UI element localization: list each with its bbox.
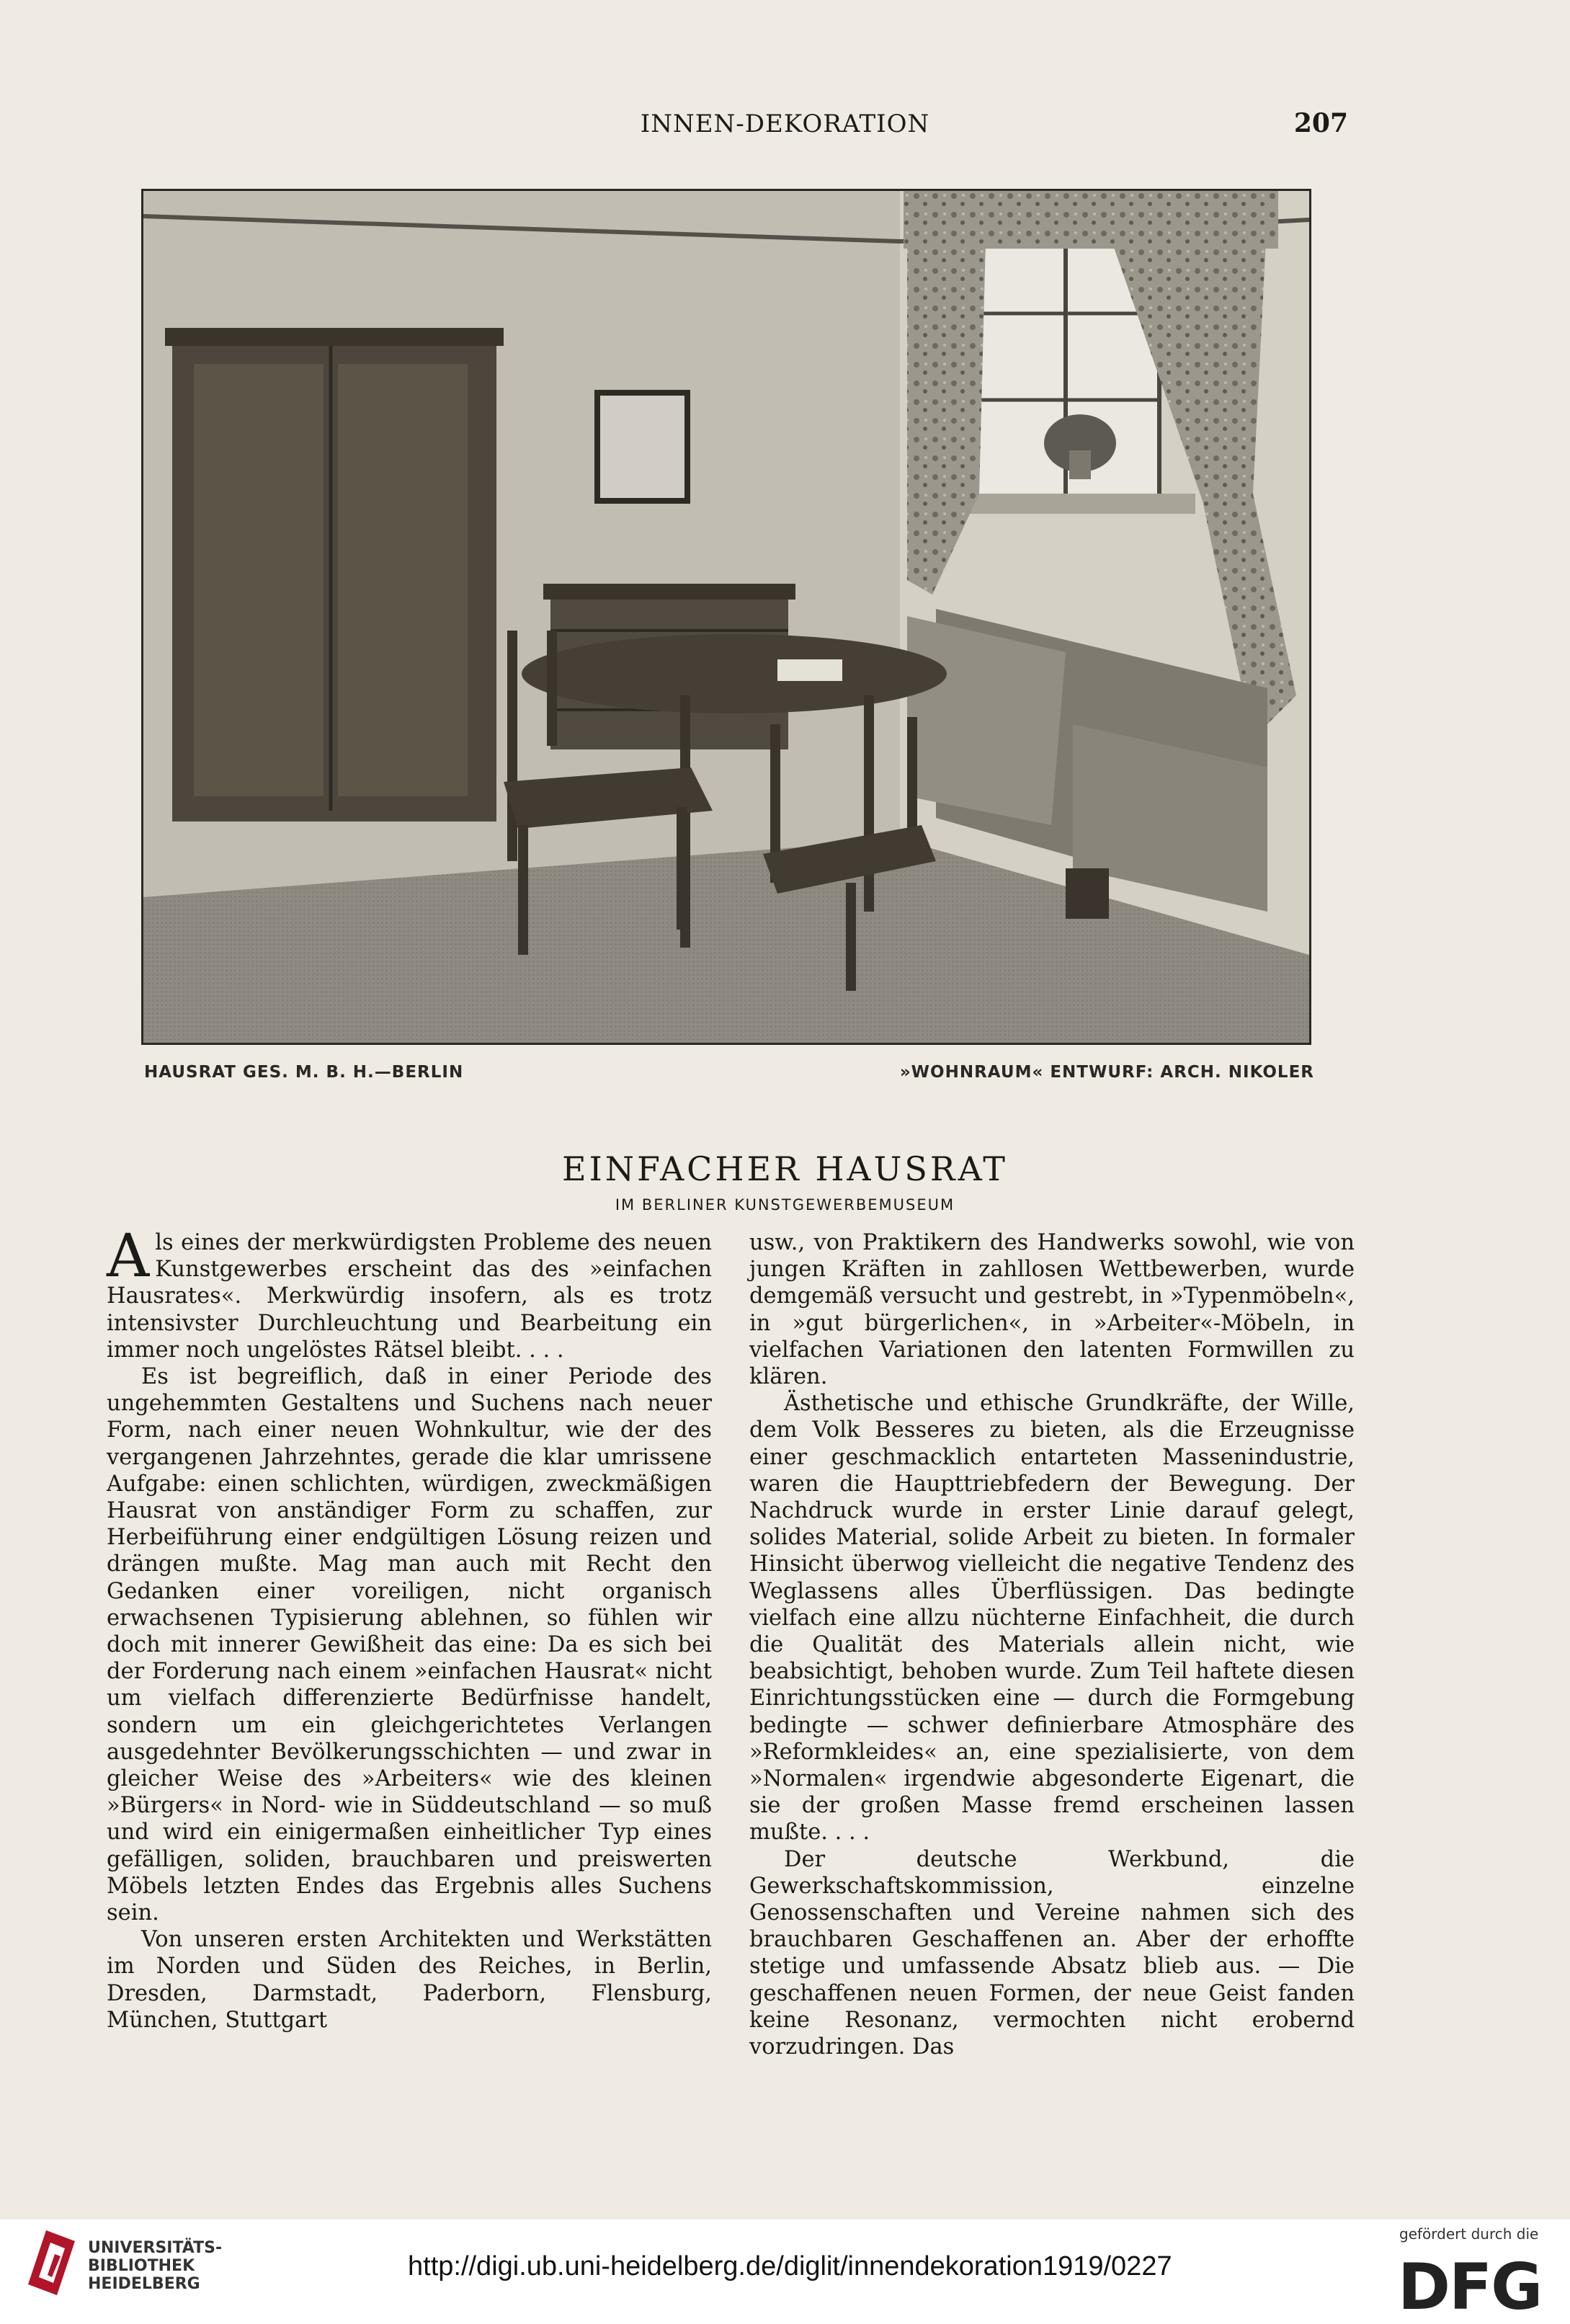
paragraph: usw., von Praktikern des Handwerks sowohl, wie von jungen Kräften in zahllosen Wettbewerben, wurde demgemäß versucht und gestrebt, in »Typenmöbeln«, in »gut bürgerlichen«, in »Arbeiter«-Möbeln, in vielfachen Variationen den latenten Formwillen zu klären. (749, 1230, 1355, 1390)
paragraph-text: ls eines der merkwürdigsten Probleme des neuen Kunstgewerbes erscheint das des »einfachen Hausrates«. Merkwürdig insofern, als es trotz intensivster Durchleuchtung und Bearbeitung ein immer noch ungelöstes Rätsel bleibt. . . . (107, 1230, 712, 1363)
paragraph: Es ist begreiflich, daß in einer Periode des ungehemmten Gestaltens und Suchens nach neuer Form, nach einer neuen Wohnkultur, wie der des vergangenen Jahrzehntes, gerade die klar umrissene Aufgabe: einen schlichten, würdigen, zweckmäßigen Hausrat von anständiger Form zu schaffen, zur Herbeiführung einer endgültigen Lösung reizen und drängen mußte. Mag man auch mit Recht den Gedanken einer voreiligen, nicht organisch erwachsenen Typisierung ablehnen, so fühlen wir doch mit innerer Gewißheit das eine: Da es sich bei der Forderung nach einem »einfachen Hausrat« nicht um vielfach differenzierte Bedürfnisse handelt, sondern um ein gleichgerichtetes Verlangen ausgedehnter Bevölkerungsschichten — und zwar in gleicher Weise des »Arbeiters« wie des kleinen »Bürgers« in Nord- wie in Süddeutschland — so muß und wird ein einigermaßen einheitlicher Typ eines gefälligen, soliden, brauchbaren und preiswerten Möbels letzten Endes das Ergebnis alles Suchens sein. (107, 1364, 712, 1926)
room-photograph (141, 189, 1311, 1045)
paragraph: Von unseren ersten Architekten und Werkstätten im Norden und Süden des Reiches, in Berlin, Dresden, Darmstadt, Paderborn, Flensburg, München, Stuttgart (107, 1927, 712, 2033)
permalink-url[interactable]: http://digi.ub.uni-heidelberg.de/diglit/innendekoration1919/0227 (408, 2251, 1172, 2281)
funded-by-label: gefördert durch die (1399, 2225, 1539, 2243)
paragraph: Der deutsche Werkbund, die Gewerkschaftskommission, einzelne Genossenschaften und Vereine nahmen sich des brauchbaren Geschaffenen an. Aber der erhoffte stetige und umfassende Absatz blieb aus. — Die geschaffenen neuen Formen, der neue Geist fanden keine Resonanz, vermochten nicht erobernd vorzudringen. Das (749, 1846, 1355, 2060)
text-column-right (749, 1229, 1355, 2060)
photo-credit: HAUSRAT GES. M. B. H.—BERLIN (144, 1063, 464, 1082)
university-library-logo-icon (17, 2227, 82, 2302)
paragraph: Ästhetische und ethische Grundkräfte, der Wille, dem Volk Besseres zu bieten, als die Erzeugnisse einer geschmacklich entarteten Massenindustrie, waren die Haupttriebfedern der Bewegung. Der Nachdruck wurde in erster Linie darauf gelegt, solides Material, solide Arbeit zu bieten. In formaler Hinsicht überwog vielleicht die negative Tendenz des Weglassens alles Überflüssigen. Das bedingte vielfach eine allzu nüchterne Einfachheit, die durch die Qualität des Materials allein nicht, wie beabsichtigt, behoben wurde. Zum Teil haftete diesen Einrichtungsstücken eine — durch die Formgebung bedingte — schwer definierbare Atmosphäre des »Reformkleides« an, eine spezialisierte, von dem »Normalen« irgendwie abgesonderte Eigenart, die sie der großen Masse fremd erscheinen lassen mußte. . . . (749, 1391, 1355, 1846)
page-number: 207 (1293, 108, 1348, 138)
drop-cap: A (107, 1222, 150, 1291)
university-library-name: UNIVERSITÄTS- BIBLIOTHEK HEIDELBERG (88, 2239, 223, 2293)
article-subtitle: IM BERLINER KUNSTGEWERBEMUSEUM (615, 1196, 955, 1214)
paragraph (107, 1222, 712, 1363)
article-title: EINFACHER HAUSRAT (562, 1149, 1008, 1188)
dfg-logo: DFG (1398, 2250, 1542, 2324)
text-column-left (107, 1222, 712, 2034)
photo-caption: »WOHNRAUM« ENTWURF: ARCH. NIKOLER (899, 1063, 1314, 1082)
running-title: INNEN-DEKORATION (640, 110, 930, 138)
